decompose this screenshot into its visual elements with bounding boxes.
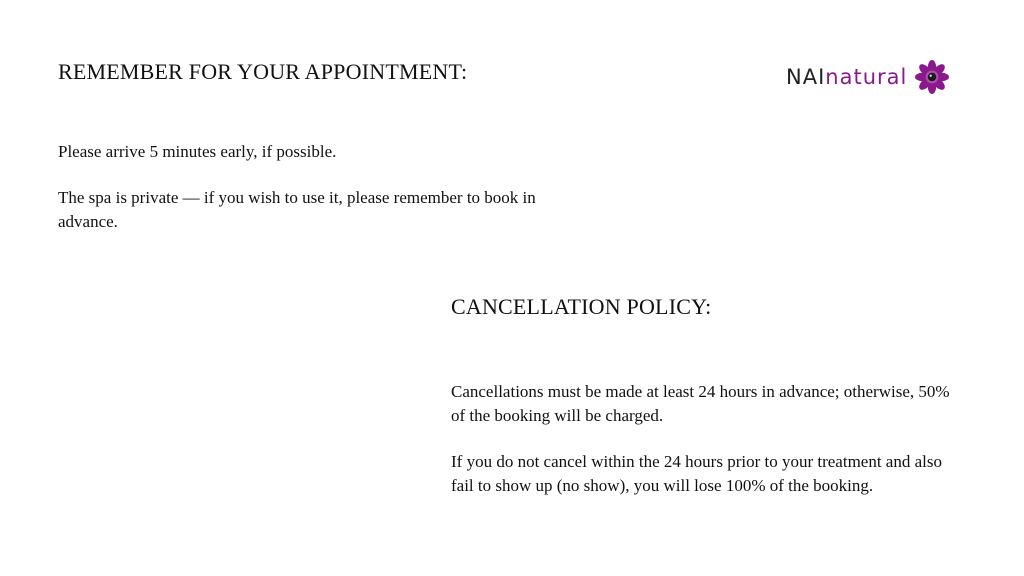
logo-text-nai: NAI	[786, 64, 826, 89]
logo-text-natural: natural	[825, 64, 908, 89]
cancellation-paragraph-no-show: If you do not cancel within the 24 hours prior to your treatment and also fail to show up (no show), you will lose 100% of the booking.	[451, 452, 942, 495]
brand-logo	[786, 60, 949, 94]
cancellation-paragraph-advance: Cancellations must be made at least 24 hours in advance; otherwise, 50% of the booking will be charged.	[451, 382, 950, 425]
cancellation-heading: CANCELLATION POLICY:	[451, 294, 712, 319]
flower-icon	[915, 60, 949, 94]
reminder-heading: REMEMBER FOR YOUR APPOINTMENT:	[58, 59, 468, 84]
reminder-paragraph-arrive: Please arrive 5 minutes early, if possible.	[58, 142, 337, 161]
reminder-paragraph-spa: The spa is private — if you wish to use it, please remember to book in advance.	[58, 188, 536, 231]
